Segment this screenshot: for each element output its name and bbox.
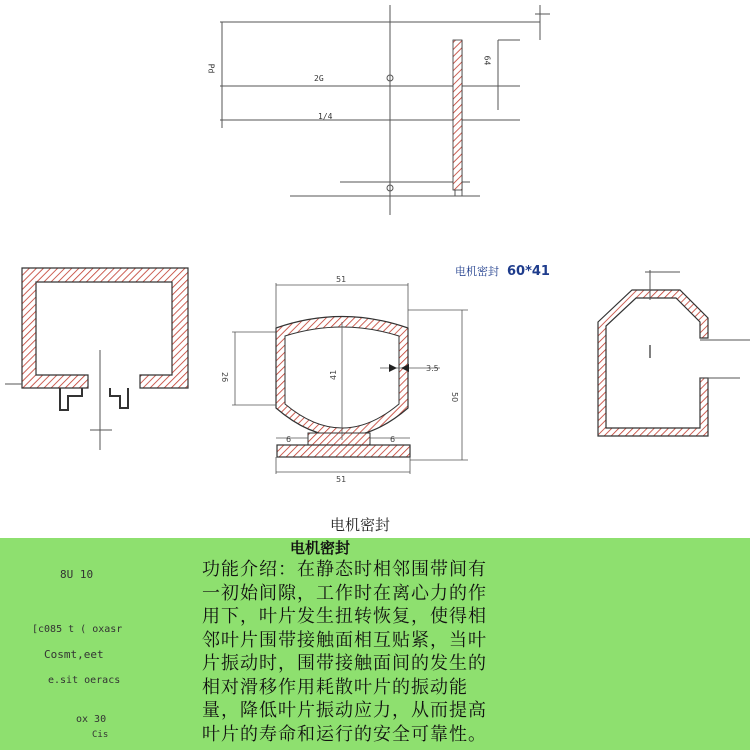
sketch-label: e.sit oeracs bbox=[48, 675, 121, 686]
top-label-size: 60*41 bbox=[507, 264, 550, 279]
description-line: 叶片的寿命和运行的安全可靠性。 bbox=[202, 723, 487, 745]
main-caption: 电机密封 bbox=[330, 516, 391, 534]
top-drawing-label: 1/4 bbox=[318, 112, 333, 121]
description-line: 邻叶片围带接触面相互贴紧，当叶 bbox=[202, 629, 487, 651]
dim-inner-height: 41 bbox=[329, 369, 338, 380]
left-rect-seal bbox=[5, 268, 188, 450]
sketch-label: Cosmt,eet bbox=[44, 648, 104, 661]
dim-top-width: 51 bbox=[336, 275, 347, 284]
top-drawing-label: Pd bbox=[206, 63, 216, 74]
description-line: 相对滑移作用耗散叶片的振动能 bbox=[202, 676, 468, 698]
sketch-label: ox 30 bbox=[76, 714, 107, 725]
top-drawing-hatch bbox=[453, 40, 462, 190]
top-drawing-label: 2G bbox=[314, 74, 324, 83]
description-line: 用下，叶片发生扭转恢复，使得相 bbox=[202, 606, 487, 627]
sketch-label: Cis bbox=[92, 730, 109, 740]
dim-left-flange: 6 bbox=[286, 435, 292, 444]
description-line: 功能介绍：在静态时相邻围带间有 bbox=[202, 559, 487, 580]
sketch-label: [c085 t ( oxasr bbox=[32, 624, 123, 635]
top-label bbox=[455, 263, 550, 279]
dim-left-height: 26 bbox=[220, 372, 229, 383]
top-assembly-drawing bbox=[220, 5, 550, 215]
description-line: 片振动时，围带接触面间的发生的 bbox=[202, 653, 487, 674]
panel-title: 电机密封 bbox=[290, 539, 351, 557]
description-line: 量，降低叶片振动应力，从而提高 bbox=[202, 700, 487, 721]
description-line: 一初始间隙，工作时在离心力的作 bbox=[202, 582, 487, 604]
dim-bottom-width: 51 bbox=[336, 475, 347, 484]
sketch-label: 8U 10 bbox=[60, 568, 94, 581]
top-label-name: 电机密封 bbox=[455, 265, 499, 278]
dim-overall-height: 50 bbox=[450, 392, 459, 403]
right-pentagon-seal bbox=[598, 270, 750, 436]
dim-right-flange: 6 bbox=[390, 435, 396, 444]
top-drawing-label: 64 bbox=[482, 55, 492, 66]
description-text bbox=[202, 558, 582, 746]
dim-wall-thickness: 3.5 bbox=[426, 364, 439, 373]
